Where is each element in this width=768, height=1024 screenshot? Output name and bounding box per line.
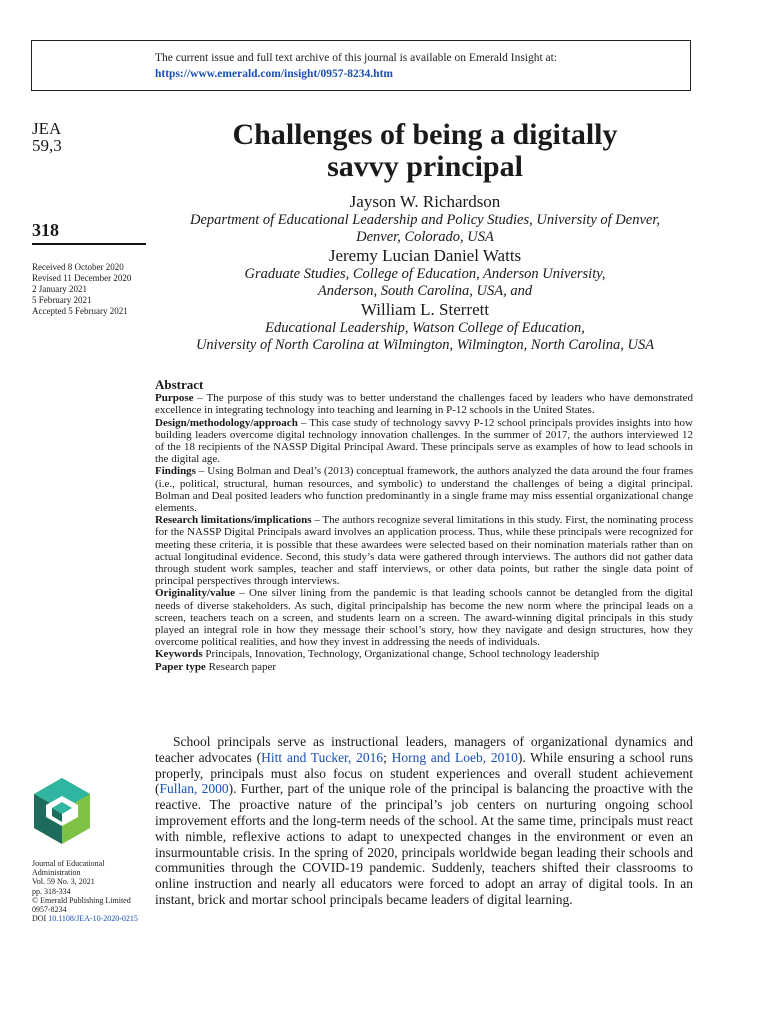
- journal-label: [32, 120, 147, 154]
- page-rule-divider: [32, 243, 146, 245]
- author-list: [160, 192, 690, 354]
- history-revised: Revised 11 December 2020: [32, 273, 132, 283]
- body-text-span: ;: [383, 749, 392, 765]
- doi-line: [32, 914, 142, 923]
- volume-info: Vol. 59 No. 3, 2021: [32, 877, 95, 887]
- design-label: Design/methodology/approach: [155, 416, 298, 429]
- author-affiliation: Anderson, South Carolina, USA, and: [317, 283, 533, 299]
- findings-text: – Using Bolman and Deal’s (2013) conceptual framework, the authors analyzed the data around the four frames (i.e., political, structural, human resources, and symbolic) to understand the challenges of being a digital principal. Bolman and Deal posited leaders who function predominantly in a single frame may miss essential organizational change elements.: [155, 465, 693, 515]
- history-received: Received 8 October 2020: [32, 262, 124, 272]
- emerald-logo-icon: [32, 776, 92, 846]
- journal-abbr: JEA: [32, 119, 62, 138]
- originality-label: Originality/value: [155, 587, 236, 600]
- publisher: © Emerald Publishing Limited: [32, 895, 131, 905]
- author-affiliation: Educational Leadership, Watson College of Education,: [265, 320, 585, 336]
- citation-link[interactable]: Fullan, 2000: [159, 781, 229, 797]
- author-affiliation: University of North Carolina at Wilmington, Wilmington, North Carolina, USA: [195, 337, 655, 353]
- abstract-section: [155, 379, 693, 673]
- title-line-1: Challenges of being a digitally: [232, 118, 618, 151]
- keywords-label: Keywords: [155, 648, 203, 661]
- history-revised-3: 5 February 2021: [32, 295, 92, 305]
- keywords-text: Principals, Innovation, Technology, Organizational change, School technology leadership: [202, 648, 600, 661]
- abstract-purpose: [155, 392, 693, 416]
- intro-paragraph: [155, 734, 693, 908]
- body-text-span: ). While ensuring a school runs properly, principals must also focus on student experiences and overall student achievement (: [155, 749, 693, 797]
- abstract-limitations: [155, 514, 693, 587]
- author-affiliation: Department of Educational Leadership and Policy Studies, University of Denver,: [190, 212, 660, 228]
- abstract-heading: Abstract: [155, 377, 204, 392]
- history-revised-2: 2 January 2021: [32, 284, 87, 294]
- author-name: Jayson W. Richardson: [349, 192, 501, 211]
- author-affiliation: Denver, Colorado, USA: [356, 229, 494, 245]
- history-accepted: Accepted 5 February 2021: [32, 306, 128, 316]
- page-number: 318: [32, 220, 59, 240]
- notice-text: The current issue and full text archive of this journal is available on Emerald Insight at:: [155, 52, 558, 64]
- paper-type: [155, 661, 693, 673]
- paper-type-label: Paper type: [155, 660, 206, 673]
- emerald-logo-svg: [32, 776, 92, 846]
- limitations-label: Research limitations/implications: [155, 514, 312, 527]
- abstract-originality: [155, 587, 693, 648]
- findings-label: Findings: [155, 465, 196, 478]
- body-text-span: ). Further, part of the unique role of the principal is balancing the proactive with the reactive. The proactive nature of the principal’s job centers on nurturing ongoing school improvement efforts and the long-term needs of the school. At the same time, principals must react with nimble, reflexive actions to adapt to unexpected changes in the environment or even an insurmountable crisis. In the spring of 2020, principals worldwide began leading their schools and communities through the COVID-19 pandemic. Suddenly, teachers shifted their classrooms to online instruction and nearly all educators were forced to adopt an array of digital tools. In an instant, brick and mortar school principals became leaders of digital learning.: [155, 781, 693, 907]
- volume-issue: 59,3: [32, 136, 62, 155]
- journal-url-link[interactable]: https://www.emerald.com/insight/0957-8234.htm: [155, 68, 393, 80]
- abstract-findings: [155, 465, 693, 514]
- doi-link[interactable]: 10.1108/JEA-10-2020-0215: [48, 914, 138, 924]
- article-title: [160, 119, 690, 183]
- body-text-span: School principals serve as instructional leaders, managers of organizational dynamics and teacher advocates (: [155, 734, 693, 765]
- journal-name: Journal of Educational: [32, 859, 105, 868]
- purpose-text: – The purpose of this study was to better understand the challenges faced by leaders who have demonstrated excellence in integrating technology into teaching and learning in P-12 schools in the United States.: [155, 392, 693, 417]
- author-name: William L. Sterrett: [360, 300, 490, 319]
- abstract-design: [155, 417, 693, 466]
- body-paragraph: [155, 734, 693, 908]
- originality-text: – One silver lining from the pandemic is that leading schools cannot be detangled from the digital needs of diverse stakeholders. As such, digital principalship has become the new norm where the principal leads on a screen, teachers teach on a screen, and students learn on a screen. The award-winning digital principals in this study played an integral role in how they message their school’s story, how they navigate and design structures, how they overcome political realities, and how they invest in addressing the needs of individuals.: [155, 587, 693, 649]
- citation-metadata: [32, 859, 142, 923]
- author-affiliation: Graduate Studies, College of Education, Anderson University,: [244, 266, 606, 282]
- author-name: Jeremy Lucian Daniel Watts: [328, 246, 522, 265]
- submission-history: [32, 262, 131, 317]
- limitations-text: – The authors recognize several limitations in this study. First, the nominating process for the NASSP Digital Principals award involves an application process. Thus, while these principals were recognized for meeting these criteria, it is possible that these awardees were selected based on their nomination materials rather than on actual longitudinal evidence. Second, this study’s data were gathered through interviews. The authors did not gather data through student work samples, teacher and staff interviews, or other data points, but rather the single data point of principal perspectives through interviews.: [155, 514, 693, 588]
- citation-link[interactable]: Hitt and Tucker, 2016: [261, 749, 384, 765]
- journal-notice-box: [31, 40, 691, 91]
- paper-type-text: Research paper: [205, 660, 277, 673]
- title-line-2: savvy principal: [327, 150, 523, 183]
- journal-name-2: Administration: [32, 868, 81, 878]
- doi-label: DOI: [32, 914, 47, 924]
- page-range: pp. 318-334: [32, 886, 71, 896]
- purpose-label: Purpose: [155, 392, 194, 405]
- citation-link[interactable]: Horng and Loeb, 2010: [391, 749, 518, 765]
- keywords: [155, 648, 693, 660]
- design-text: – This case study of technology savvy P-12 school principals provides insights into how building leaders overcome digital technology innovation challenges. In the summer of 2017, the authors interviewed 12 of the 18 recipients of the NASSP Digital Principal Award. These principals serve as examples of how to lead schools in the digital age.: [155, 416, 693, 466]
- issn: 0957-8234: [32, 905, 67, 915]
